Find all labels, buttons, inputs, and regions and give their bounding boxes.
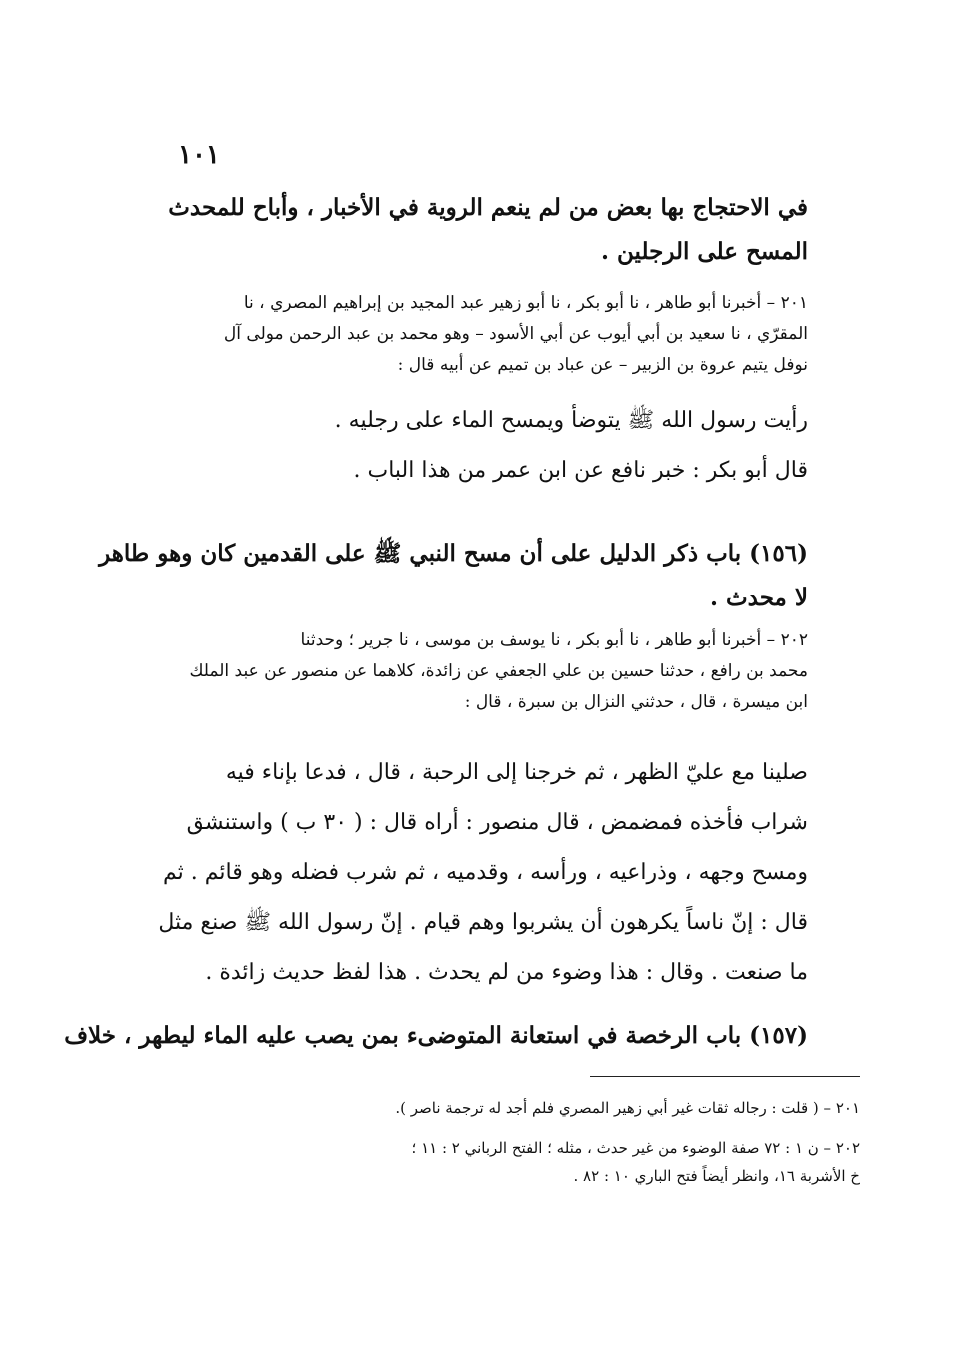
footnote-divider (590, 1076, 860, 1077)
matn-line: قال : إنّ ناساً يكرهون أن يشربوا وهم قيام . إنّ رسول الله ﷺ صنع مثل (158, 910, 808, 935)
page-number: ١٠١ (178, 140, 220, 170)
isnad-line: محمد بن رافع ، حدثنا حسين بن علي الجعفي عن زائدة، كلاهما عن منصور عن عبد الملك (189, 661, 808, 681)
matn-line: قال أبو بكر : خبر نافع عن ابن عمر من هذا الباب . (353, 458, 808, 483)
footnote-line: ٢٠٢ – ن ١ : ٧٢ صفة الوضوء من غير حدث ، مثله ؛ الفتح الرباني ٢ : ١١ ؛ (411, 1139, 860, 1157)
chapter-heading (168, 186, 808, 274)
chapter-156-heading (99, 532, 808, 620)
hadith-202-isnad (178, 625, 808, 718)
heading-line: المسح على الرجلين . (601, 238, 808, 265)
matn-line: شراب فأخذه فمضمض ، قال منصور : أراه قال : ( ٣٠ ب ) واستنشق (186, 810, 808, 835)
matn-line: رأيت رسول الله ﷺ يتوضأ ويمسح الماء على رجليه . (334, 408, 808, 433)
heading-line: في الاحتجاج بها بعض من لم ينعم الروية في الأخبار ، وأباح للمحدث (168, 194, 808, 221)
footnote-line: ٢٠١ – ( قلت : رجاله ثقات غير أبي زهير المصري فلم أجد له ترجمة ناصر ). (395, 1099, 860, 1117)
footnote-201 (190, 1094, 860, 1122)
heading-line: (١٥٧) باب الرخصة في استعانة المتوضىء بمن يصب عليه الماء ليطهر ، خلاف (64, 1022, 808, 1049)
matn-line: صلينا مع عليّ الظهر ، ثم خرجنا إلى الرحبة ، قال ، فدعا بإناء فيه (225, 760, 808, 785)
heading-line: (١٥٦) باب ذكر الدليل على أن مسح النبي ﷺ على القدمين كان وهو طاهر (99, 540, 808, 567)
hadith-202-matn (158, 748, 808, 998)
footnote-202 (190, 1134, 860, 1190)
isnad-line: ابن ميسرة ، قال ، حدثني النزال بن سبرة ، قال : (464, 692, 808, 712)
hadith-201-isnad (178, 288, 808, 381)
isnad-line: المقرّي ، نا سعيد بن أبي أيوب عن أبي الأسود – وهو محمد بن عبد الرحمن مولى آل (223, 324, 808, 344)
heading-line: لا محدث . (709, 584, 808, 611)
isnad-line: نوفل يتيم عروة بن الزبير – عن عباد بن تميم عن أبيه قال : (397, 355, 808, 375)
matn-line: ما صنعت . وقال : هذا وضوء من لم يحدث . هذا لفظ حديث زائدة . (205, 960, 808, 985)
footnote-line: خ الأشربة ١٦، وانظر أيضاً فتح الباري ١٠ : ٨٢ . (573, 1167, 860, 1185)
isnad-line: ٢٠١ – أخبرنا أبو طاهر ، نا أبو بكر ، نا أبو زهير عبد المجيد بن إبراهيم المصري ، نا (243, 293, 808, 313)
hadith-201-matn (178, 396, 808, 496)
chapter-157-heading (64, 1014, 808, 1058)
matn-line: ومسح وجهه ، وذراعيه ، ورأسه ، وقدميه ، ثم شرب فضله وهو قائم . ثم (163, 860, 808, 885)
isnad-line: ٢٠٢ – أخبرنا أبو طاهر ، نا أبو بكر ، نا يوسف بن موسى ، نا جرير ؛ وحدثنا (300, 630, 808, 650)
